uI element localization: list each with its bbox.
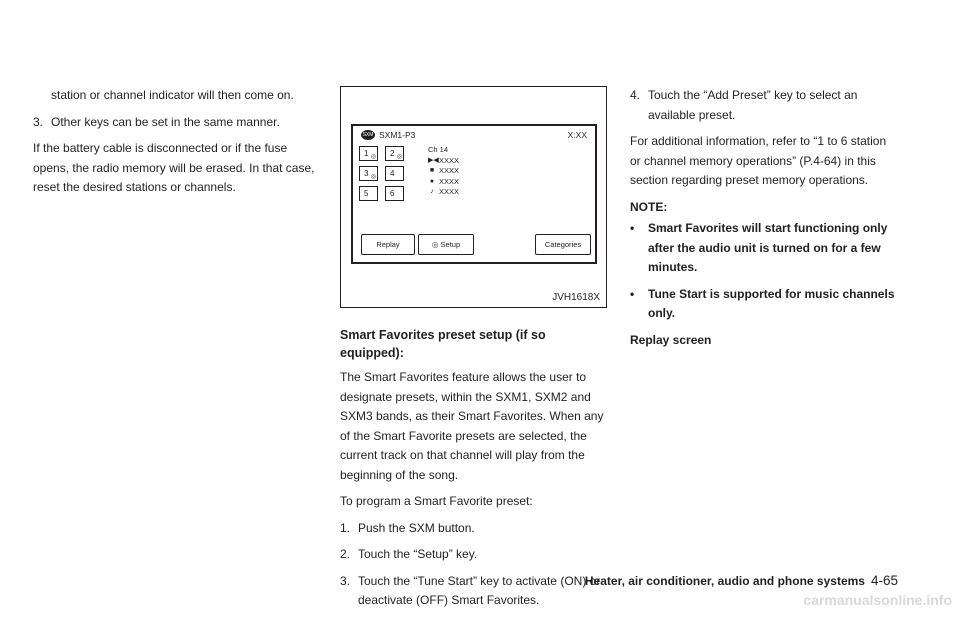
- channel-name-row: ▶◀ XXXX: [428, 155, 460, 165]
- step-item: 2. Touch the “Setup” key.: [340, 547, 478, 561]
- replay-screen-heading: Replay screen: [630, 332, 712, 347]
- column-middle: [340, 318, 607, 618]
- smart-favorite-icon: ◎: [370, 154, 376, 160]
- setup-button[interactable]: ◎ Setup: [418, 234, 474, 255]
- section-title: Heater, air conditioner, audio and phone systems: [584, 574, 865, 588]
- watermark: carmanualsonline.info: [803, 592, 952, 608]
- smart-favorite-icon: ◎: [370, 174, 376, 180]
- battery-paragraph: If the battery cable is disconnected or if the fuse opens, the radio memory will be erased. In that case, reset the desired stations or channels.: [33, 141, 315, 194]
- reference-paragraph: For additional information, refer to “1 to 6 station or channel memory operations” (P.4-64) in this section regarding preset memory operations.: [630, 134, 887, 187]
- step-item: 3. Touch the “Tune Start” key to activate (ON) or deactivate (OFF) Smart Favorites.: [340, 573, 601, 607]
- smart-favorite-icon: ◎: [396, 154, 402, 160]
- clock: X:XX: [567, 130, 587, 140]
- band-label: SXM1-P3: [379, 130, 416, 140]
- screen-illustration: [340, 86, 607, 308]
- artist-row: ● XXXX: [429, 176, 460, 186]
- figure-code: JVH1618X: [552, 292, 600, 303]
- step-4-item: 4. Touch the “Add Preset” key to select an available preset.: [630, 88, 858, 122]
- category-row: ■ XXXX: [429, 166, 460, 175]
- channel-info: [428, 145, 459, 198]
- preset-button-3[interactable]: 3 ◎: [359, 166, 378, 181]
- step-number: 3.: [33, 114, 44, 129]
- replay-button[interactable]: Replay: [361, 234, 415, 255]
- page-footer: [585, 572, 898, 590]
- channel-icon: ▶◀: [428, 156, 439, 164]
- music-note-icon: ♪: [430, 188, 434, 195]
- sxm-logo-icon: SXM: [362, 132, 374, 138]
- step-text: Other keys can be set in the same manner.: [51, 114, 280, 129]
- note-bullet: • Tune Start is supported for music channels only.: [630, 286, 895, 320]
- note-bullet: • Smart Favorites will start functioning only after the audio unit is turned on for a few minutes.: [630, 221, 888, 274]
- preset-button-6[interactable]: 6: [385, 186, 404, 201]
- column-right: [630, 86, 898, 357]
- page-number: 4-65: [870, 573, 898, 588]
- setup-icon: ◎: [431, 240, 439, 249]
- section-heading: Smart Favorites preset setup (if so equipped):: [340, 328, 546, 360]
- song-row: ♪ XXXX: [428, 187, 459, 198]
- preset-button-1[interactable]: 1 ◎: [359, 146, 378, 161]
- categories-button[interactable]: Categories: [535, 234, 591, 255]
- continued-text: station or channel indicator will then come on.: [51, 88, 294, 102]
- smart-favorites-paragraph: The Smart Favorites feature allows the user to designate presets, within the SXM1, SXM2 and SXM3 bands, as their Smart Favorites. When any of the Smart Favorite presets are selected, the current track on that channel will play from the beginning of the song.: [340, 370, 604, 482]
- display-screen: [351, 124, 597, 264]
- preset-button-5[interactable]: 5: [359, 186, 378, 201]
- column-left: [33, 86, 320, 205]
- artist-icon: ●: [429, 177, 435, 185]
- step-3-item: [33, 113, 320, 133]
- category-icon: ■: [429, 167, 435, 174]
- note-heading: NOTE:: [630, 199, 668, 214]
- step-item: 1. Push the SXM button.: [340, 520, 475, 535]
- preset-button-4[interactable]: 4: [385, 166, 404, 181]
- program-intro: To program a Smart Favorite preset:: [340, 494, 533, 508]
- preset-button-2[interactable]: 2 ◎: [385, 146, 404, 161]
- channel-number: Ch 14: [428, 145, 449, 154]
